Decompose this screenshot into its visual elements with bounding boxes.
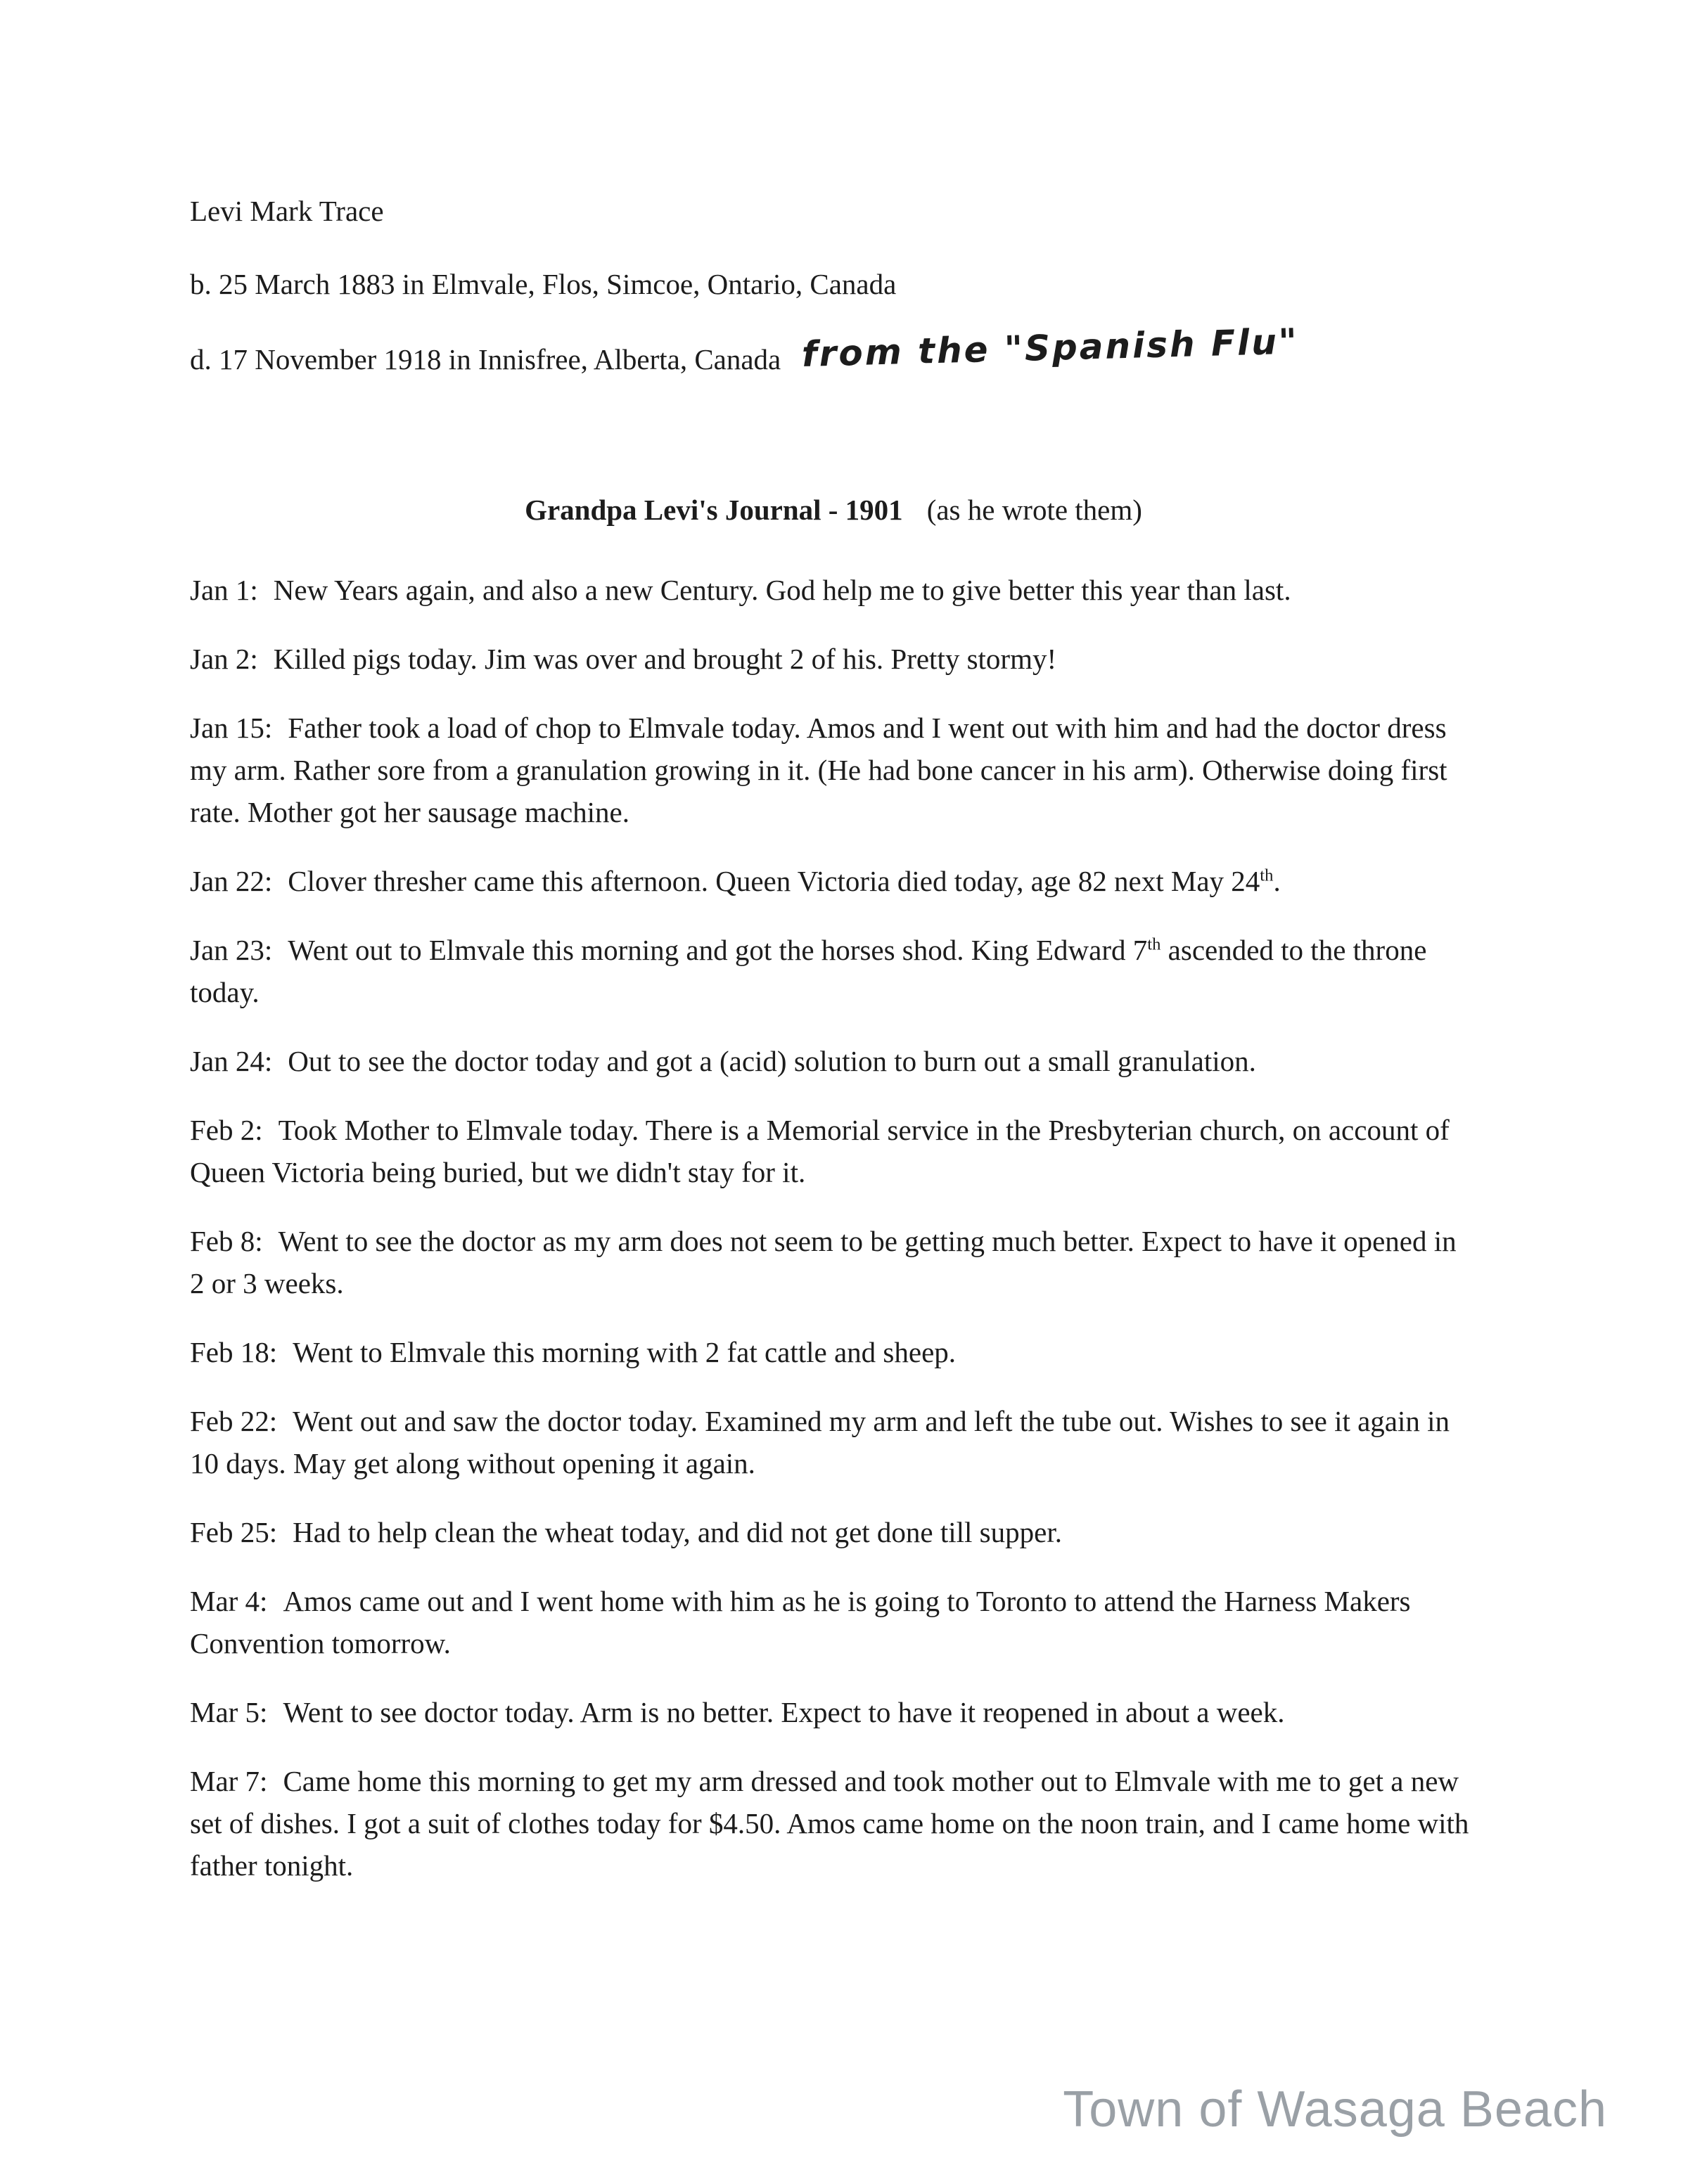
entry-date: Feb 2: <box>190 1114 263 1146</box>
journal-entry <box>190 1760 1477 1887</box>
entry-text: Went to see doctor today. Arm is no better. Expect to have it reopened in about a week. <box>283 1696 1285 1728</box>
entry-date: Mar 4: <box>190 1585 268 1617</box>
entry-date: Feb 22: <box>190 1405 278 1437</box>
entry-date: Jan 1: <box>190 574 258 606</box>
entry-text: Went out and saw the doctor today. Examined my arm and left the tube out. Wishes to see it again in 10 days. May get along without opening it again. <box>190 1405 1450 1479</box>
journal-entry <box>190 1109 1477 1193</box>
journal-title: Grandpa Levi's Journal - 1901 <box>525 494 903 526</box>
death-text: d. 17 November 1918 in Innisfree, Alberta, Canada <box>190 343 781 375</box>
entry-date: Jan 22: <box>190 865 273 897</box>
entry-text: New Years again, and also a new Century. God help me to give better this year than last. <box>273 574 1291 606</box>
journal-entry <box>190 1331 1477 1373</box>
entry-text: Took Mother to Elmvale today. There is a Memorial service in the Presbyterian church, on account of Queen Victoria being buried, but we didn't stay for it. <box>190 1114 1450 1188</box>
journal-entry <box>190 929 1477 1013</box>
ordinal-superscript: th <box>1147 934 1161 954</box>
entry-date: Jan 15: <box>190 712 273 744</box>
journal-entry <box>190 860 1477 902</box>
journal-entry <box>190 638 1477 680</box>
journal-entry <box>190 1220 1477 1304</box>
entry-date: Feb 8: <box>190 1225 263 1257</box>
ordinal-superscript: th <box>1260 866 1274 885</box>
journal-title-line <box>190 493 1477 527</box>
entry-text: Came home this morning to get my arm dressed and took mother out to Elmvale with me to get a new set of dishes. I got a suit of clothes today for $4.50. Amos came home on the noon train, and I came home with father tonight. <box>190 1765 1469 1882</box>
journal-entry <box>190 1691 1477 1733</box>
journal-entry <box>190 1511 1477 1553</box>
journal-entry <box>190 1040 1477 1082</box>
document-content <box>190 190 1477 1913</box>
entry-text: Went to Elmvale this morning with 2 fat cattle and sheep. <box>293 1336 957 1368</box>
journal-entry <box>190 707 1477 833</box>
person-name: Levi Mark Trace <box>190 195 384 227</box>
entry-date: Feb 18: <box>190 1336 278 1368</box>
handwritten-annotation: from the "Spanish Flu" <box>801 321 1300 375</box>
entry-date: Jan 24: <box>190 1045 273 1077</box>
entry-text: Out to see the doctor today and got a (acid) solution to burn out a small granulation. <box>288 1045 1256 1077</box>
journal-subtitle: (as he wrote them) <box>926 494 1142 526</box>
entry-date: Mar 7: <box>190 1765 268 1797</box>
entry-text: Had to help clean the wheat today, and did not get done till supper. <box>293 1516 1062 1548</box>
entry-text: Went out to Elmvale this morning and got the horses shod. King Edward 7th ascended to the throne today. <box>190 934 1427 1008</box>
entry-text: Clover thresher came this afternoon. Queen Victoria died today, age 82 next May 24th. <box>288 865 1281 897</box>
entry-date: Mar 5: <box>190 1696 268 1728</box>
watermark-text: Town of Wasaga Beach <box>1063 2081 1607 2138</box>
entry-date: Feb 25: <box>190 1516 278 1548</box>
entry-date: Jan 23: <box>190 934 273 966</box>
entry-text: Amos came out and I went home with him as he is going to Toronto to attend the Harness Makers Convention tomorrow. <box>190 1585 1411 1659</box>
journal-entries <box>190 569 1477 1887</box>
entry-text: Killed pigs today. Jim was over and brought 2 of his. Pretty stormy! <box>273 643 1057 675</box>
journal-entry <box>190 1580 1477 1664</box>
entry-text: Father took a load of chop to Elmvale today. Amos and I went out with him and had the doctor dress my arm. Rather sore from a granulation growing in it. (He had bone cancer in his arm). Otherwise doing first rate. Mother got her sausage machine. <box>190 712 1447 828</box>
entry-text: Went to see the doctor as my arm does not seem to be getting much better. Expect to have it opened in 2 or 3 weeks. <box>190 1225 1457 1299</box>
journal-entry <box>190 569 1477 611</box>
birth-line: b. 25 March 1883 in Elmvale, Flos, Simcoe, Ontario, Canada <box>190 268 897 300</box>
entry-date: Jan 2: <box>190 643 258 675</box>
journal-entry <box>190 1400 1477 1484</box>
death-line <box>190 321 1477 380</box>
